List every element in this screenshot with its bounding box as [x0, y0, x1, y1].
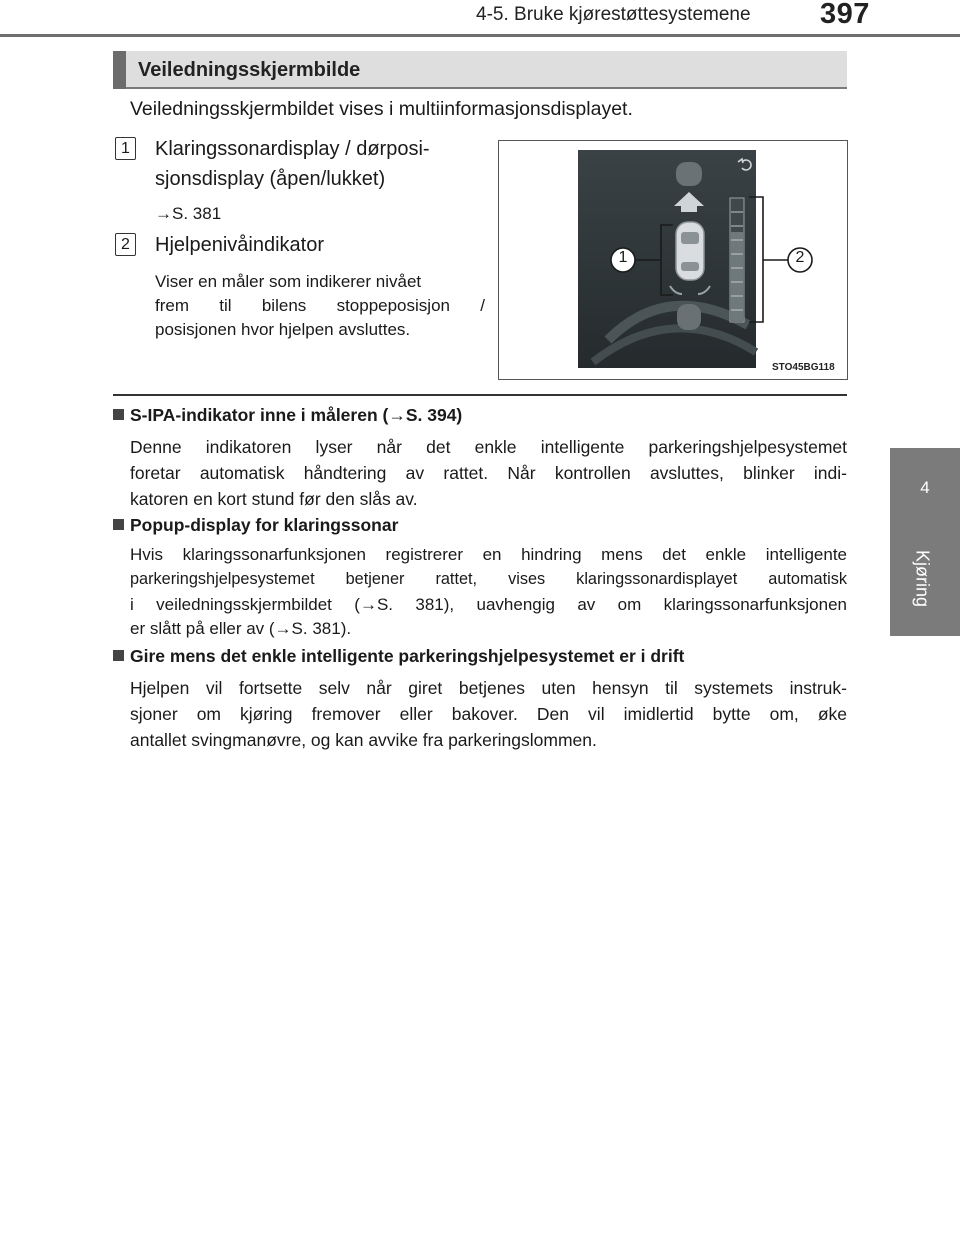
- note-bullet-icon: [113, 650, 124, 661]
- section-title: Veiledningsskjermbilde: [138, 59, 361, 81]
- note-heading: Popup-display for klaringssonar: [113, 515, 398, 536]
- car-rear-icon: [677, 304, 701, 330]
- note-bullet-icon: [113, 409, 124, 420]
- note-bullet-icon: [113, 519, 124, 530]
- note-body-line: Denne indikatoren lyser når det enkle intelligente parkeringshjelpesystemet: [130, 437, 847, 457]
- callout-label-2: 2: [795, 249, 805, 266]
- callout-label-1: 1: [618, 249, 628, 266]
- note-body-line: sjoner om kjøring fremover eller bakover. Den vil imidlertid bytte om, øke: [130, 704, 847, 724]
- section-intro: Veiledningsskjermbildet vises i multiinformasjonsdisplayet.: [130, 98, 633, 120]
- header-rule: [0, 34, 960, 37]
- item-description-line: frem til bilens stoppeposisjon /: [155, 296, 485, 315]
- chapter-number: 4: [920, 478, 930, 497]
- item-number-badge: 1: [115, 137, 136, 160]
- note-body-line: Hjelpen vil fortsette selv når giret betjenes uten hensyn til systemets instruk-: [130, 678, 847, 698]
- note-body-line: foretar automatisk håndtering av rattet. Når kontrollen avsluttes, blinker indi-: [130, 463, 847, 483]
- section-divider: [113, 394, 847, 396]
- note-body-line: Hvis klaringssonarfunksjonen registrerer en hindring mens det enkle intelligente: [130, 545, 847, 564]
- car-front-icon: [676, 162, 702, 186]
- item-description-line: Viser en måler som indikerer nivået: [155, 272, 422, 291]
- page-number: 397: [820, 0, 870, 30]
- note-heading: S-IPA-indikator inne i måleren (→S. 394): [113, 405, 462, 426]
- item-title-line: sjonsdisplay (åpen/lukket): [155, 168, 386, 190]
- item-page-reference: →S. 381: [155, 204, 222, 223]
- running-header-section: 4-5. Bruke kjørestøttesystemene: [476, 4, 751, 25]
- note-body-line: antallet svingmanøvre, og kan avvike fra parkeringslommen.: [130, 730, 597, 750]
- item-description-line: posisjonen hvor hjelpen avsluttes.: [155, 320, 411, 339]
- note-heading: Gire mens det enkle intelligente parkeringshjelpesystemet er i drift: [113, 646, 684, 667]
- chapter-title: Kjøring: [912, 550, 933, 608]
- note-body-line: i veiledningsskjermbildet (→S. 381), uavhengig av om klaringssonarfunksjonen: [130, 595, 847, 614]
- item-number-badge: 2: [115, 233, 136, 256]
- figure-code: STO45BG118: [772, 362, 835, 373]
- note-body-line: er slått på eller av (→S. 381).: [130, 619, 352, 638]
- note-body-line: parkeringshjelpesystemet betjener rattet, vises klaringssonardisplayet automatisk: [130, 570, 847, 588]
- item-title-line: Klaringssonardisplay / dørposi-: [155, 138, 430, 160]
- item-title-line: Hjelpenivåindikator: [155, 234, 324, 256]
- note-body-line: katoren en kort stund før den slås av.: [130, 489, 418, 509]
- vehicle-icon: [676, 222, 704, 280]
- section-heading-marker: [113, 51, 126, 89]
